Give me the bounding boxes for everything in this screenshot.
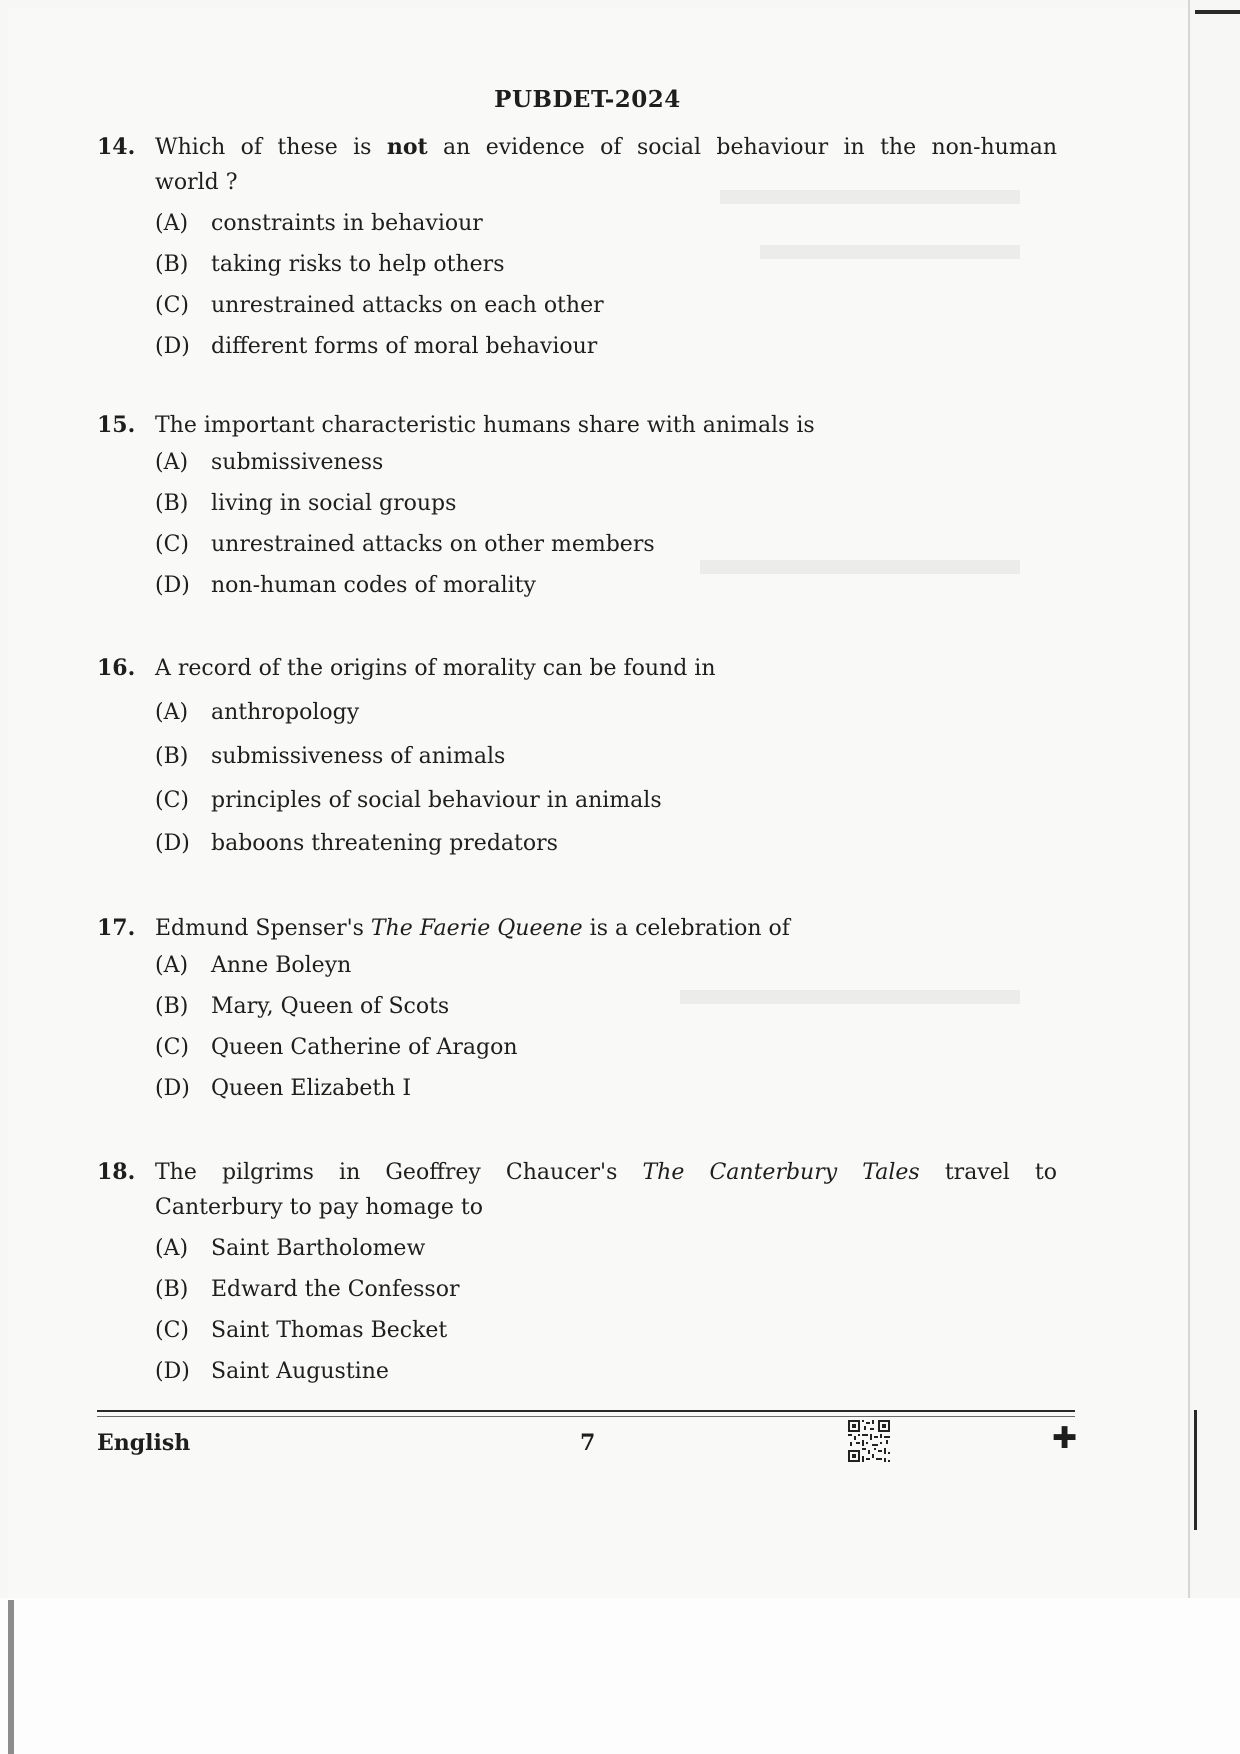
option[interactable]: (C) unrestrained attacks on each other	[155, 293, 604, 318]
question-14	[97, 130, 1057, 364]
question-text: The pilgrims in Geoffrey Chaucer's The Canterbury Tales travel to	[155, 1160, 1057, 1185]
question-number: 17.	[97, 915, 136, 941]
option[interactable]: (B) living in social groups	[155, 491, 457, 516]
question-number: 14.	[97, 134, 136, 160]
subject-label: English	[97, 1430, 191, 1456]
option[interactable]: (B) taking risks to help others	[155, 252, 505, 277]
option[interactable]: (D) Saint Augustine	[155, 1359, 389, 1384]
footer-rule-thin	[97, 1416, 1075, 1417]
option[interactable]: (D) baboons threatening predators	[155, 831, 558, 856]
plus-icon: ✚	[1052, 1421, 1078, 1456]
option[interactable]: (A) Anne Boleyn	[155, 953, 352, 978]
option[interactable]: (C) Queen Catherine of Aragon	[155, 1035, 518, 1060]
page-number: 7	[580, 1430, 596, 1456]
sheet-edge	[1188, 0, 1190, 1598]
option[interactable]: (D) non-human codes of morality	[155, 573, 536, 598]
option[interactable]: (A) submissiveness	[155, 450, 384, 475]
option[interactable]: (A) constraints in behaviour	[155, 211, 483, 236]
option[interactable]: (B) submissiveness of animals	[155, 744, 506, 769]
option[interactable]: (A) anthropology	[155, 700, 360, 725]
question-text: The important characteristic humans share with animals is	[155, 413, 815, 438]
question-text-continued: Canterbury to pay homage to	[155, 1195, 483, 1220]
question-15	[97, 408, 1057, 603]
page-title: PUBDET-2024	[494, 86, 681, 113]
option[interactable]: (C) unrestrained attacks on other members	[155, 532, 655, 557]
question-17	[97, 911, 1057, 1106]
scan-edge	[8, 1600, 14, 1754]
question-text: A record of the origins of morality can be found in	[155, 656, 716, 681]
option[interactable]: (B) Edward the Confessor	[155, 1277, 460, 1302]
option[interactable]: (C) Saint Thomas Becket	[155, 1318, 448, 1343]
corner-mark	[1195, 10, 1240, 14]
margin-line	[1194, 1410, 1197, 1530]
question-text: Which of these is not an evidence of social behaviour in the non-human	[155, 134, 1057, 160]
option[interactable]: (D) Queen Elizabeth I	[155, 1076, 412, 1101]
option[interactable]: (D) different forms of moral behaviour	[155, 334, 598, 359]
option[interactable]: (A) Saint Bartholomew	[155, 1236, 426, 1261]
scan-margin	[0, 1598, 1240, 1754]
question-number: 15.	[97, 412, 136, 438]
question-text-continued: world ?	[155, 170, 238, 195]
option[interactable]: (C) principles of social behaviour in animals	[155, 788, 662, 813]
qr-code-icon	[846, 1418, 892, 1464]
question-number: 16.	[97, 655, 136, 681]
question-text: Edmund Spenser's The Faerie Queene is a celebration of	[155, 916, 790, 941]
question-number: 18.	[97, 1159, 136, 1185]
footer-rule	[97, 1410, 1075, 1412]
question-16	[97, 651, 1057, 861]
option[interactable]: (B) Mary, Queen of Scots	[155, 994, 450, 1019]
question-18	[97, 1155, 1057, 1389]
